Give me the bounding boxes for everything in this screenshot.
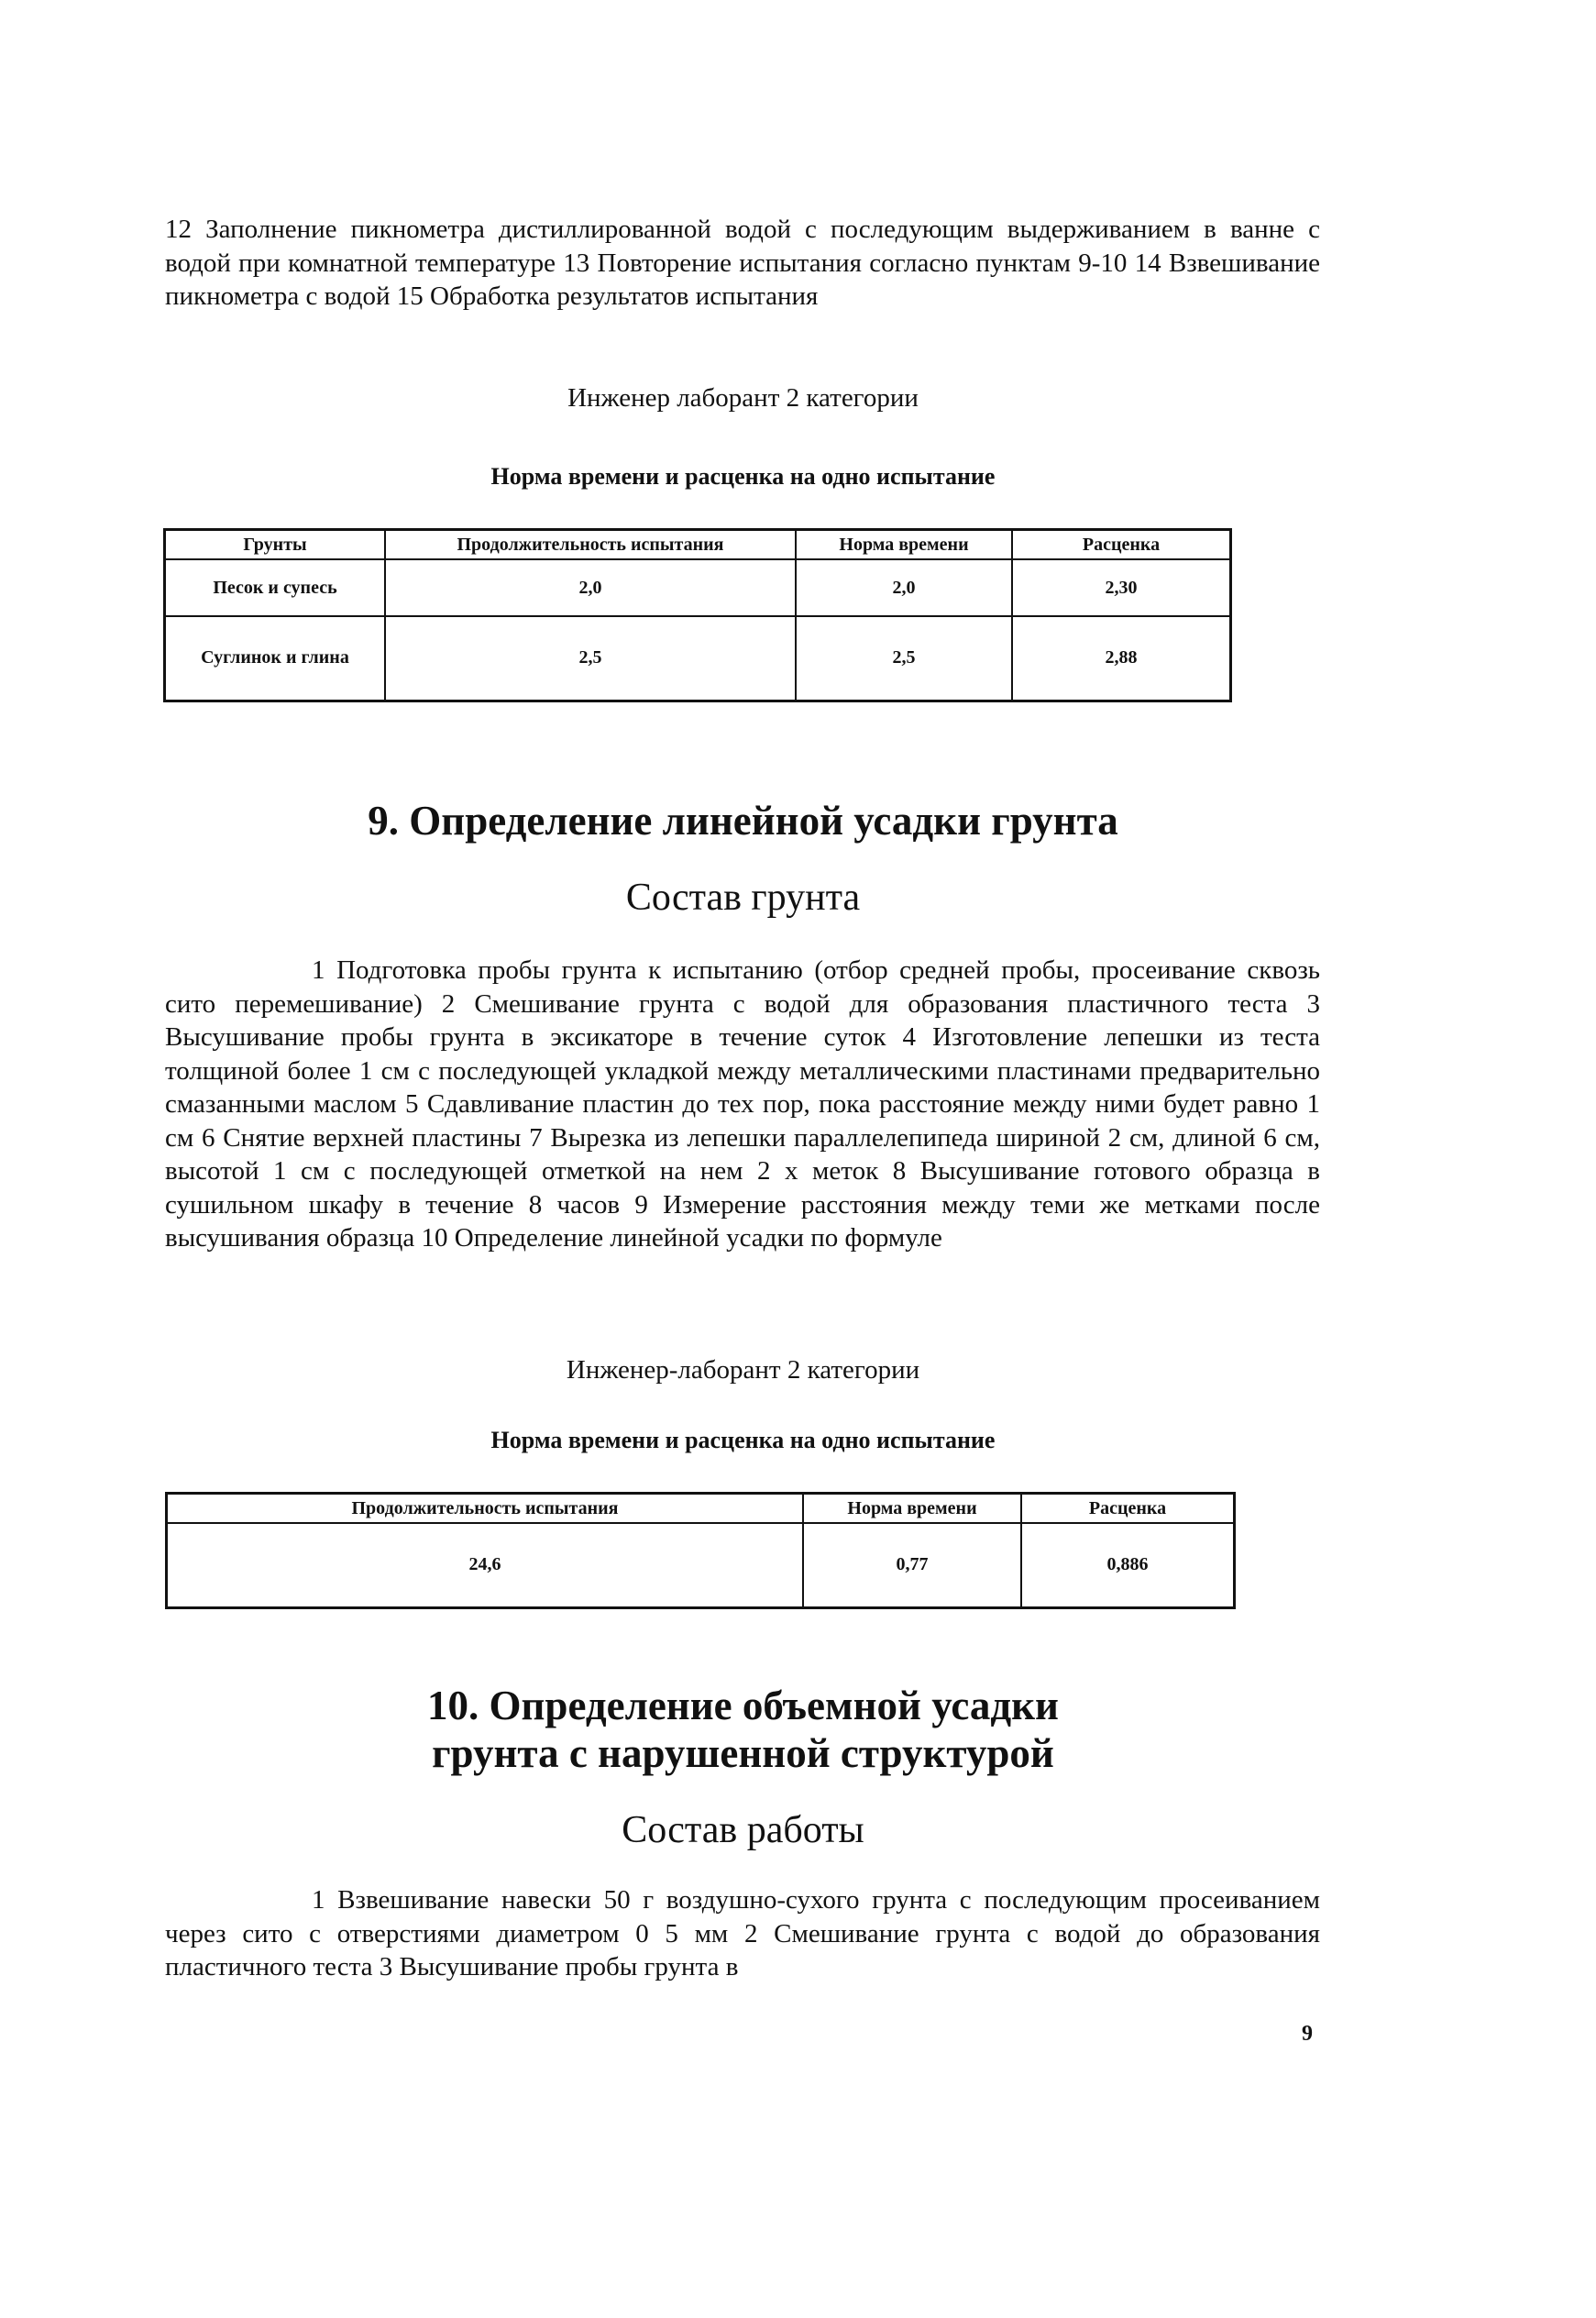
section-10-subtitle: Состав работы: [622, 1809, 864, 1851]
role-line-2: Инженер-лаборант 2 категории: [566, 1355, 920, 1385]
table-row: [165, 616, 1231, 701]
table-cell: 2,30: [1012, 559, 1231, 616]
table-cell: 0,77: [803, 1523, 1021, 1607]
section-9-subtitle: Состав грунта: [625, 877, 861, 919]
section-10-paragraph: 1 Взвешивание навески 50 г воздушно-сухого грунта с последующим просеиванием через сито с отверстиями диаметром 0 5 мм 2 Смешивание грунта с водой до образования пластичного теста 3 Высушивание пробы грунта в: [165, 1885, 1320, 1981]
norm-table-2: [165, 1492, 1236, 1609]
table-cell: 2,5: [796, 616, 1012, 701]
table-header-row: [165, 530, 1231, 560]
section-9-title: 9. Определение линейной усадки грунта: [368, 798, 1118, 844]
header-cell: Норма времени: [796, 530, 1012, 560]
table-header-row: [167, 1494, 1235, 1524]
header-cell: Расценка: [1021, 1494, 1235, 1524]
page-number: 9: [1302, 2022, 1313, 2046]
section-10-title-line-2: грунта с нарушенной структурой: [432, 1730, 1054, 1776]
norm-title-2: Норма времени и расценка на одно испытание: [490, 1427, 996, 1453]
table-row: [167, 1523, 1235, 1607]
table-cell: 2,88: [1012, 616, 1231, 701]
top-paragraph: 12 Заполнение пикнометра дистиллированной водой с последующим выдерживанием в ванне с водой при комнатной температуре 13 Повторение испытания согласно пунктам 9-10 14 Взвешивание пикнометра с водой 15 Обработка результатов испытания: [165, 215, 1320, 311]
table-cell: 2,0: [796, 559, 1012, 616]
section-9-paragraph: 1 Подготовка пробы грунта к испытанию (отбор средней пробы, просеивание сквозь сито перемешивание) 2 Смешивание грунта с водой для образования пластичного теста 3 Высушивание пробы грунта в эксикаторе в течение суток 4 Изготовление лепешки из теста толщиной более 1 см с последующей укладкой между металлическими пластинами предварительно смазанными маслом 5 Сдавливание пластин до тех пор, пока расстояние между ними будет равно 1 см 6 Снятие верхней пластины 7 Вырезка из лепешки параллелепипеда шириной 2 см, длиной 6 см, высотой 1 см с последующей отметкой на нем 2 х меток 8 Высушивание готового образца в сушильном шкафу в течение 8 часов 9 Измерение расстояния между теми же метками после высушивания образца 10 Определение линейной усадки по формуле: [165, 955, 1320, 1253]
header-cell: Грунты: [165, 530, 386, 560]
table-row: [165, 559, 1231, 616]
header-cell: Продолжительность испытания: [167, 1494, 804, 1524]
header-cell: Продолжительность испытания: [385, 530, 796, 560]
role-line-1: Инженер лаборант 2 категории: [567, 383, 919, 413]
section-10-title-line-1: 10. Определение объемной усадки: [427, 1683, 1059, 1728]
table-cell: 2,5: [385, 616, 796, 701]
table-cell: 2,0: [385, 559, 796, 616]
norm-table-1: [163, 528, 1232, 702]
header-cell: Расценка: [1012, 530, 1231, 560]
table-cell: Суглинок и глина: [165, 616, 386, 701]
table-cell: Песок и супесь: [165, 559, 386, 616]
table-cell: 24,6: [167, 1523, 804, 1607]
header-cell: Норма времени: [803, 1494, 1021, 1524]
norm-title-1: Норма времени и расценка на одно испытание: [490, 463, 996, 490]
table-cell: 0,886: [1021, 1523, 1235, 1607]
